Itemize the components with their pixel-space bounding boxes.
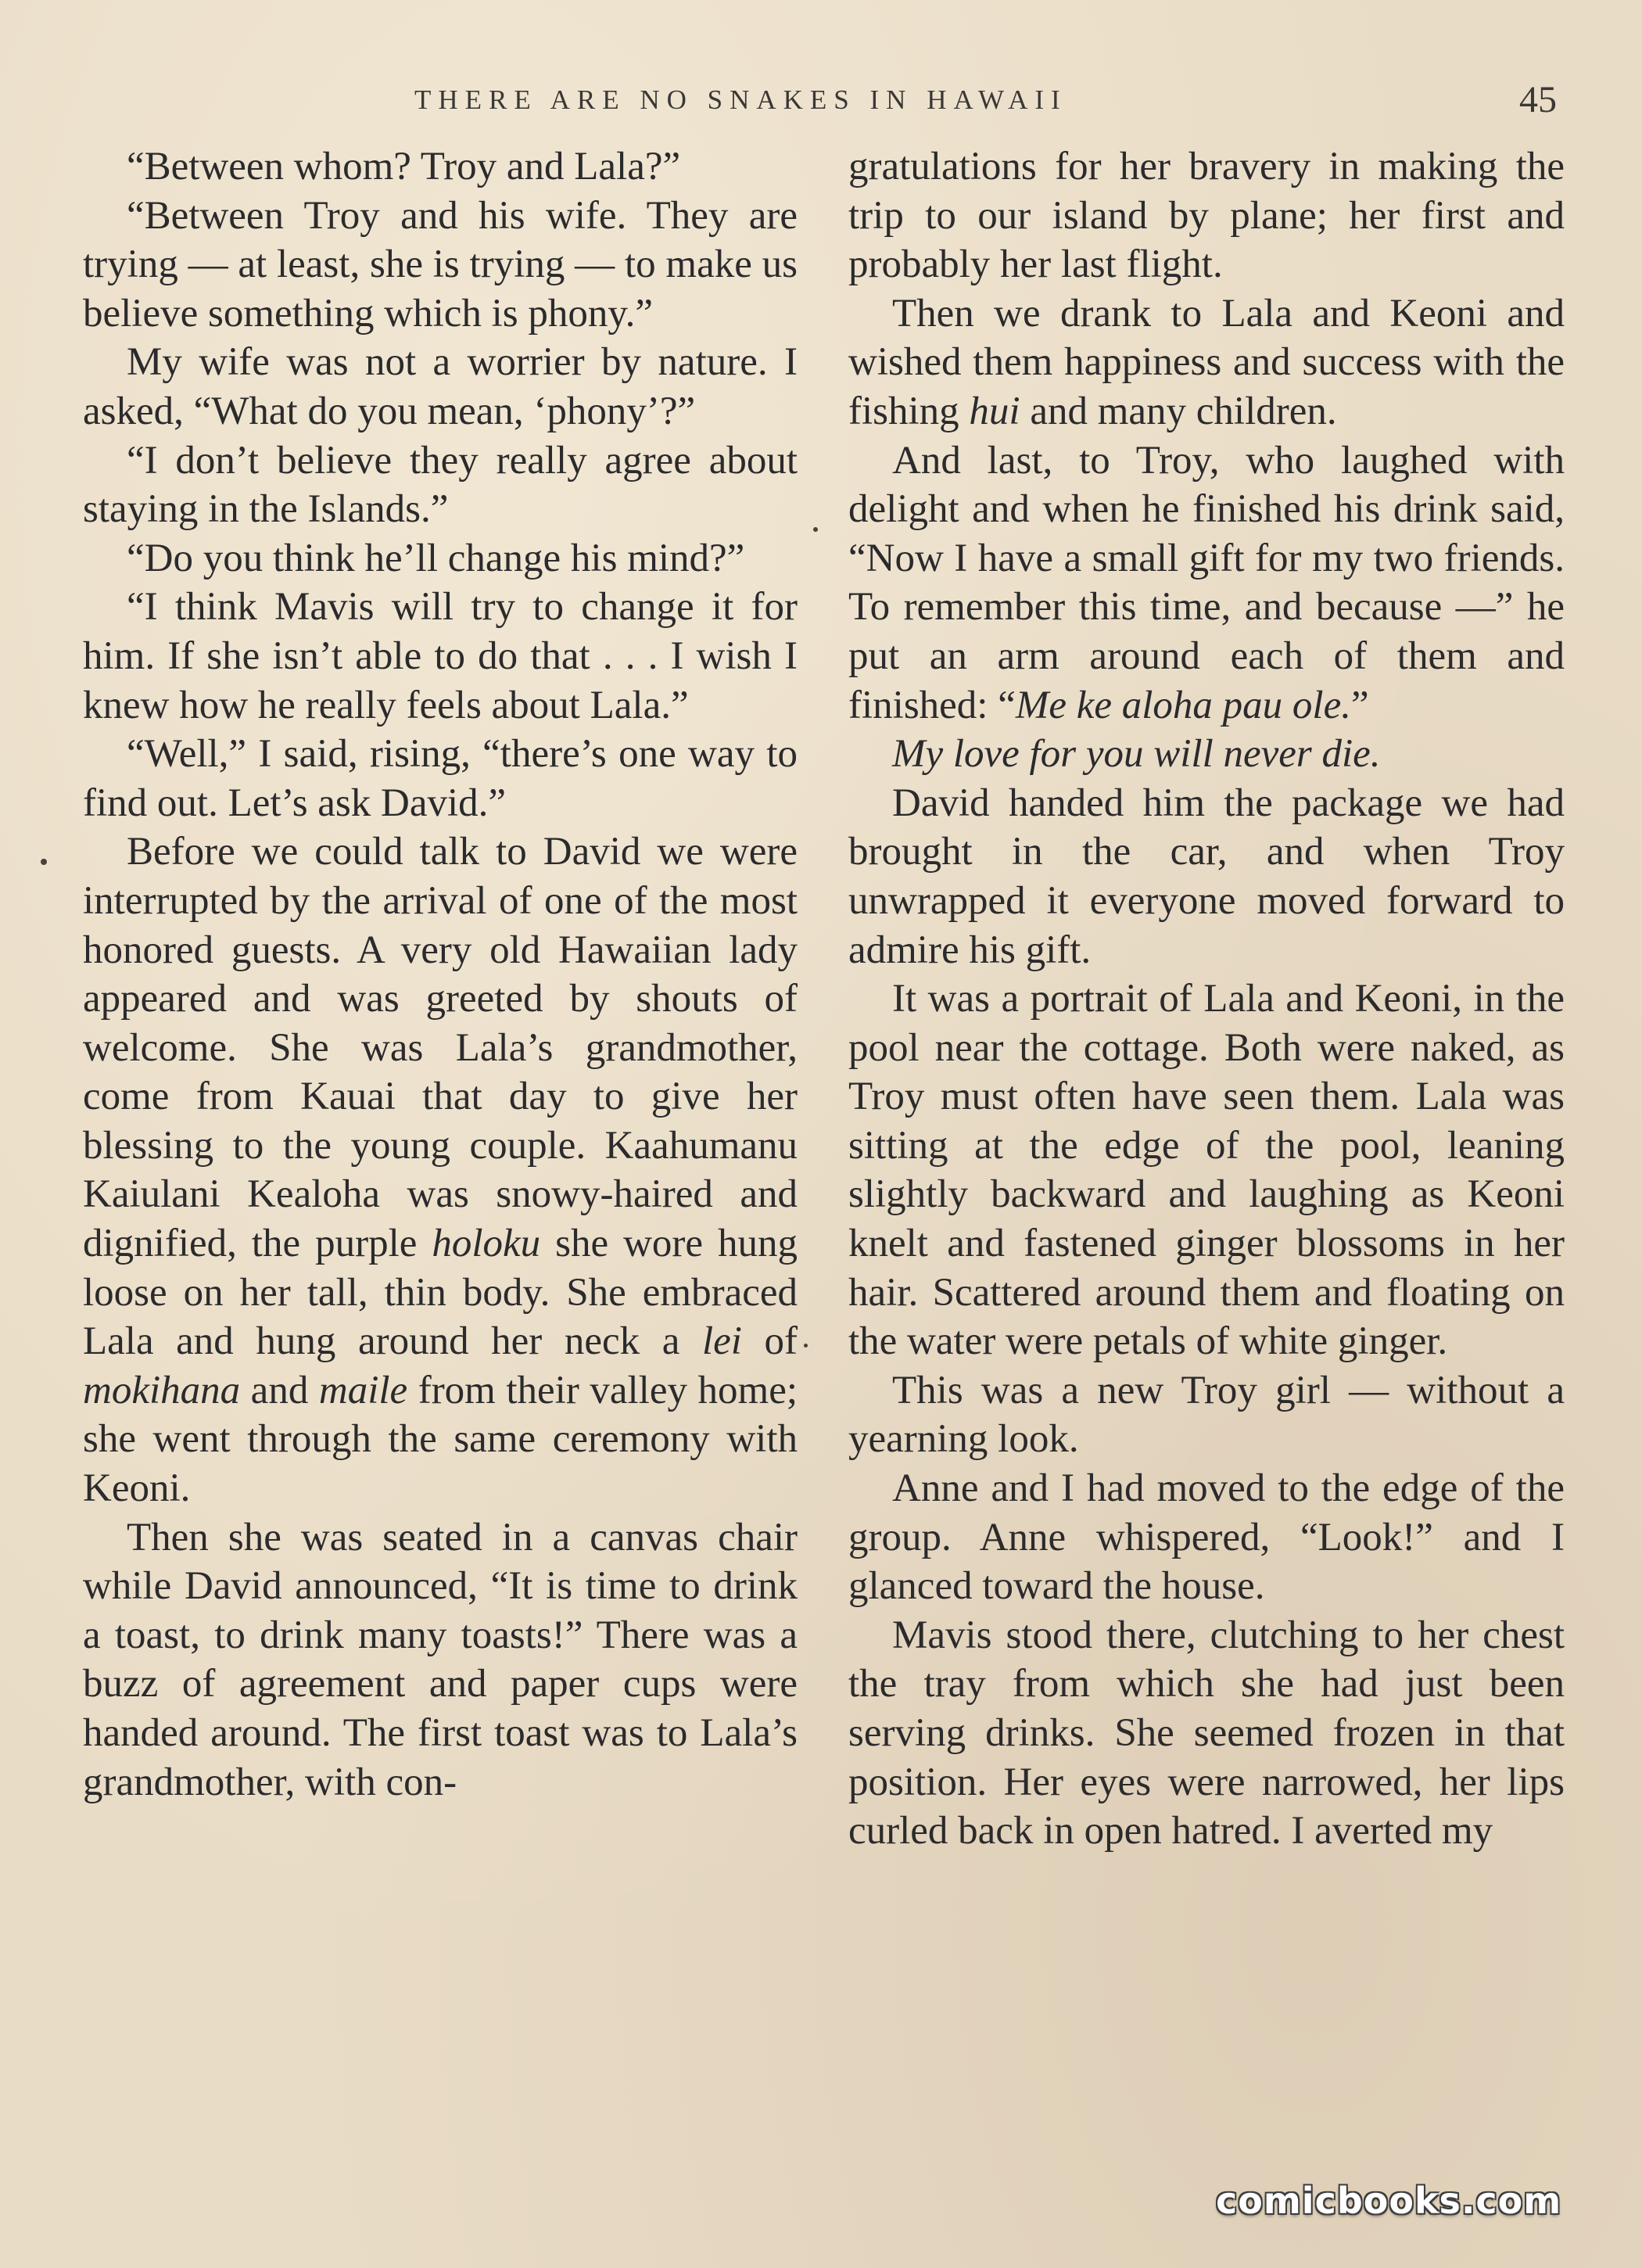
paragraph xyxy=(848,436,1565,730)
print-speck xyxy=(41,859,47,865)
left-column xyxy=(83,142,798,1807)
text-run: Then we drank to Lala and Keoni and wished them happiness and success with the fishing xyxy=(848,291,1565,433)
paragraph: My wife was not a worrier by nature. I asked, “What do you mean, ‘phony’?” xyxy=(83,340,798,433)
text-run: Before we could talk to David we were interrupted by the arrival of one of the most honored guests. A very old Hawaiian lady appeared and was greeted by shouts of welcome. She was Lala’s grandmother, come from Kauai that day to give her blessing to the young couple. Kaahumanu Kaiulani Kealoha was snowy-haired and dignified, the purple xyxy=(83,830,798,1266)
paragraph-grandmother xyxy=(83,827,798,1513)
text-run: she wore hung loose on her tall, thin body. She embraced Lala and hung around her neck a xyxy=(83,1222,798,1364)
italic-term: holoku xyxy=(432,1222,541,1266)
paragraph: Mavis stood there, clutching to her chest the tray from which she had just been serving drinks. She seemed frozen in that position. Her eyes were narrowed, her lips curled back in open hatred. I averted my xyxy=(848,1613,1565,1854)
text-run: from their valley home; she went through the same ceremony with Keoni. xyxy=(83,1368,798,1511)
paragraph: David handed him the package we had brought in the car, and when Troy unwrapped it everyone moved forward to admire his gift. xyxy=(848,781,1565,972)
paragraph: Then she was seated in a canvas chair while David announced, “It is time to drink a toast, to drink many toasts!” There was a buzz of agreement and paper cups were handed around. The first toast was to Lala’s grandmother, with con- xyxy=(83,1515,798,1804)
right-column xyxy=(848,142,1565,1856)
italic-term: maile xyxy=(318,1368,408,1412)
paragraph: “Between Troy and his wife. They are trying — at least, she is trying — to make us believe something which is phony.” xyxy=(83,193,798,336)
paragraph: “Well,” I said, rising, “there’s one way to find out. Let’s ask David.” xyxy=(83,732,798,825)
paragraph: “Between whom? Troy and Lala?” xyxy=(127,145,681,188)
text-run: ” xyxy=(1351,683,1369,727)
paragraph-continued: gratulations for her bravery in making the trip to our island by plane; her first and probably her last flight. xyxy=(848,145,1565,287)
italic-term: hui xyxy=(969,389,1020,433)
text-run: and xyxy=(240,1368,319,1412)
italic-line: My love for you will never die. xyxy=(892,732,1381,777)
running-title: THERE ARE NO SNAKES IN HAWAII xyxy=(414,84,1067,115)
italic-term: mokihana xyxy=(83,1368,241,1412)
text-run: And last, to Troy, who laughed with delight and when he finished his drink said, “Now I have a small gift for my two friends. To remember this time, and because —” he put an arm around each of them and finished: “ xyxy=(848,438,1565,727)
page-number: 45 xyxy=(1519,79,1557,120)
italic-phrase: Me ke aloha pau ole. xyxy=(1015,683,1351,727)
paragraph: “I think Mavis will try to change it for him. If she isn’t able to do that . . . I wish I knew how he really feels about Lala.” xyxy=(83,585,798,727)
text-run: of xyxy=(741,1319,798,1364)
paragraph: This was a new Troy girl — without a yearning look. xyxy=(848,1368,1565,1462)
paragraph-italic xyxy=(848,730,1565,779)
italic-term: lei xyxy=(701,1319,742,1364)
paragraph xyxy=(848,289,1565,436)
print-speck xyxy=(804,1344,808,1348)
paragraph: “I don’t believe they really agree about staying in the Islands.” xyxy=(83,438,798,532)
paragraph: “Do you think he’ll change his mind?” xyxy=(127,536,745,580)
print-speck xyxy=(813,527,818,532)
paragraph: Anne and I had moved to the edge of the group. Anne whispered, “Look!” and I glanced toward the house. xyxy=(848,1466,1565,1609)
paragraph: It was a portrait of Lala and Keoni, in the pool near the cottage. Both were naked, as Troy must often have seen them. Lala was sitting at the edge of the pool, leaning slightly backward and laughing as Keoni knelt and fastened ginger blossoms in her hair. Scattered around them and floating on the water were petals of white ginger. xyxy=(848,977,1565,1364)
text-run: and many children. xyxy=(1020,389,1337,433)
watermark-logo: comicbooks.com xyxy=(1216,2180,1562,2222)
